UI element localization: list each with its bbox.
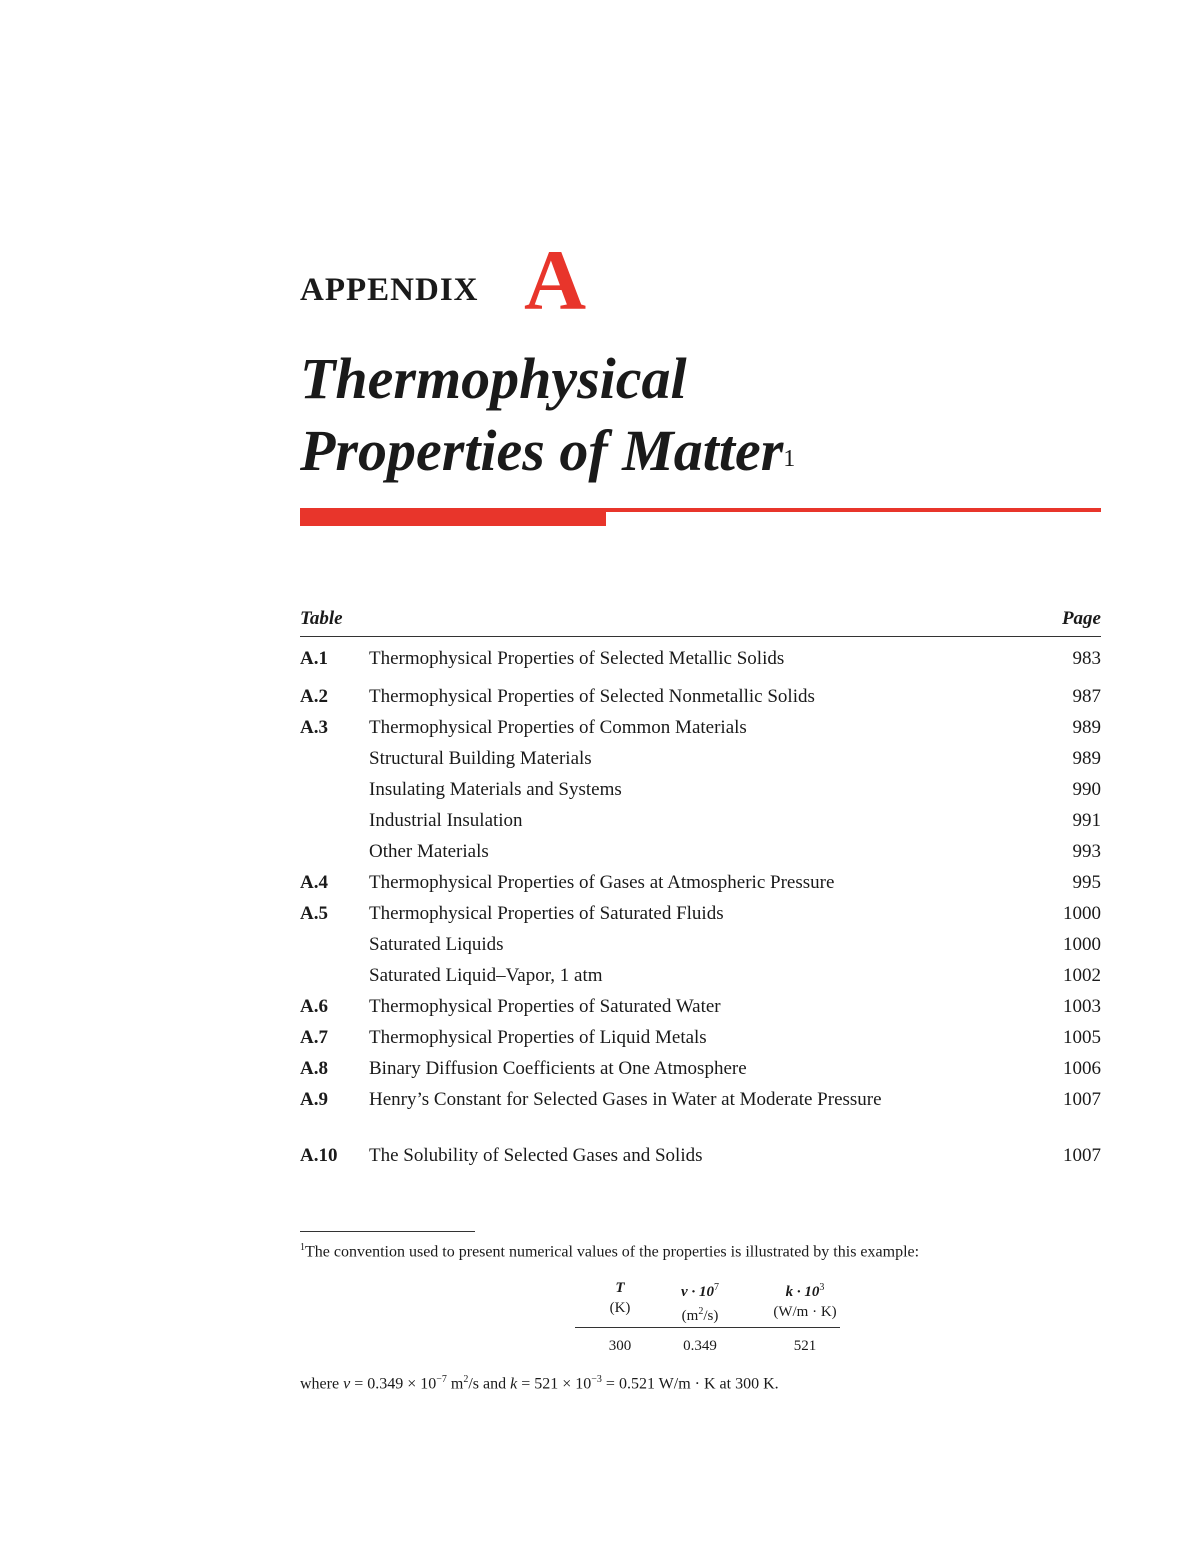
footnote-mark: 1 [300, 1242, 305, 1253]
example-col-k-exp: 3 [819, 1282, 825, 1293]
where-part-4: /s and [468, 1375, 511, 1393]
example-col-nu-unit-pre: (m [681, 1308, 699, 1324]
toc-row-title: Thermophysical Properties of Selected Nonmetallic Solids [369, 686, 815, 707]
toc-row-number: A.3 [300, 717, 328, 738]
toc-row-title: Henry’s Constant for Selected Gases in Water at Moderate Pressure [369, 1089, 882, 1110]
toc-row-number: A.7 [300, 1027, 328, 1048]
example-col-nu-value: 0.349 [683, 1338, 717, 1354]
title-footnote-mark: 1 [783, 446, 796, 472]
example-col-nu-symbol-line [660, 1278, 740, 1302]
toc-row-number: A.4 [300, 872, 328, 893]
page-title [300, 343, 795, 487]
toc-row-title: Saturated Liquids [369, 934, 504, 955]
example-col-k-symbol-line [760, 1278, 850, 1302]
title-line-2 [300, 415, 795, 487]
example-col-nu-exp: 7 [713, 1282, 719, 1293]
toc-row-title: Structural Building Materials [369, 748, 592, 769]
toc-row-page: 1007 [1063, 1145, 1101, 1166]
toc-row-title: Thermophysical Properties of Selected Metallic Solids [369, 648, 785, 669]
where-k: k [510, 1375, 518, 1393]
example-col-nu-header [660, 1278, 740, 1326]
example-col-t-unit: (K) [609, 1300, 631, 1316]
toc-row-number: A.2 [300, 686, 328, 707]
example-col-nu-symbol: ν · 10 [681, 1284, 714, 1300]
where-exp-2: 2 [463, 1374, 469, 1385]
toc-row-page: 1002 [1063, 965, 1101, 986]
example-col-nu-unit [660, 1302, 740, 1326]
where-part-3: m [446, 1375, 464, 1393]
title-rule-thin [300, 508, 1101, 512]
example-rule [575, 1327, 840, 1328]
toc-row-number: A.1 [300, 648, 328, 669]
footnote-where-line [300, 1374, 779, 1393]
toc-row-title: Industrial Insulation [369, 810, 523, 831]
toc-row-page: 1007 [1063, 1089, 1101, 1110]
where-part-5: = 521 × 10 [517, 1375, 592, 1393]
toc-row-number: A.10 [300, 1145, 338, 1166]
toc-row-page: 983 [1072, 648, 1101, 669]
toc-row-page: 993 [1072, 841, 1101, 862]
example-col-t-header [585, 1278, 655, 1318]
toc-row-page: 987 [1072, 686, 1101, 707]
toc-row-title: Thermophysical Properties of Liquid Metals [369, 1027, 707, 1048]
toc-row-number: A.8 [300, 1058, 328, 1079]
toc-row-title: Saturated Liquid–Vapor, 1 atm [369, 965, 603, 986]
example-col-t-value: 300 [608, 1338, 632, 1354]
toc-row-number: A.5 [300, 903, 328, 924]
toc-row-page: 1000 [1063, 903, 1101, 924]
appendix-word: APPENDIX [300, 272, 479, 308]
table-of-contents [300, 606, 1101, 1166]
toc-row-title: Thermophysical Properties of Saturated Water [369, 996, 721, 1017]
example-col-nu-unit-post: /s) [703, 1308, 719, 1324]
toc-row-title: Binary Diffusion Coefficients at One Atmosphere [369, 1058, 747, 1079]
where-exp-1: −7 [436, 1374, 447, 1385]
where-nu: ν [343, 1375, 351, 1393]
toc-row-number: A.9 [300, 1089, 328, 1110]
toc-row-page: 1003 [1063, 996, 1101, 1017]
footnote-rule [300, 1231, 475, 1232]
toc-row-number: A.6 [300, 996, 328, 1017]
example-col-k-unit: (W/m · K) [773, 1304, 837, 1320]
toc-row-page: 989 [1072, 717, 1101, 738]
toc-header-table: Table [300, 608, 343, 629]
example-col-t-symbol: T [615, 1280, 625, 1296]
toc-header [300, 606, 1101, 637]
where-exp-3: −3 [591, 1374, 602, 1385]
example-col-k-header [760, 1278, 850, 1322]
toc-header-page: Page [1061, 608, 1101, 629]
toc-row-page: 989 [1072, 748, 1101, 769]
title-line-1: Thermophysical [300, 346, 687, 411]
example-col-nu-unit-exp: 2 [698, 1306, 704, 1317]
footnote-body: The convention used to present numerical values of the properties is illustrated by this example: [305, 1243, 920, 1261]
toc-row-title: Thermophysical Properties of Gases at Atmospheric Pressure [369, 872, 835, 893]
toc-row-title: Thermophysical Properties of Saturated Fluids [369, 903, 724, 924]
toc-row-page: 995 [1072, 872, 1101, 893]
toc-row-page: 1005 [1063, 1027, 1101, 1048]
toc-row-title: Other Materials [369, 841, 489, 862]
where-part-6: = 0.521 W/m · K at 300 K. [601, 1375, 779, 1393]
where-part-1: where [300, 1375, 344, 1393]
toc-row-title: The Solubility of Selected Gases and Solids [369, 1145, 703, 1166]
toc-row-page: 1006 [1063, 1058, 1101, 1079]
title-line-2-text: Properties of Matter [300, 418, 784, 483]
where-part-2: = 0.349 × 10 [350, 1375, 437, 1393]
toc-row-page: 1000 [1063, 934, 1101, 955]
toc-row-page: 991 [1072, 810, 1101, 831]
footnote-text [300, 1242, 919, 1261]
toc-row-page: 990 [1072, 779, 1101, 800]
appendix-letter: A [524, 232, 587, 328]
example-col-k-value: 521 [793, 1338, 817, 1354]
toc-row-title: Thermophysical Properties of Common Materials [369, 717, 747, 738]
example-col-k-symbol: k · 10 [785, 1284, 820, 1300]
toc-row-title: Insulating Materials and Systems [369, 779, 622, 800]
